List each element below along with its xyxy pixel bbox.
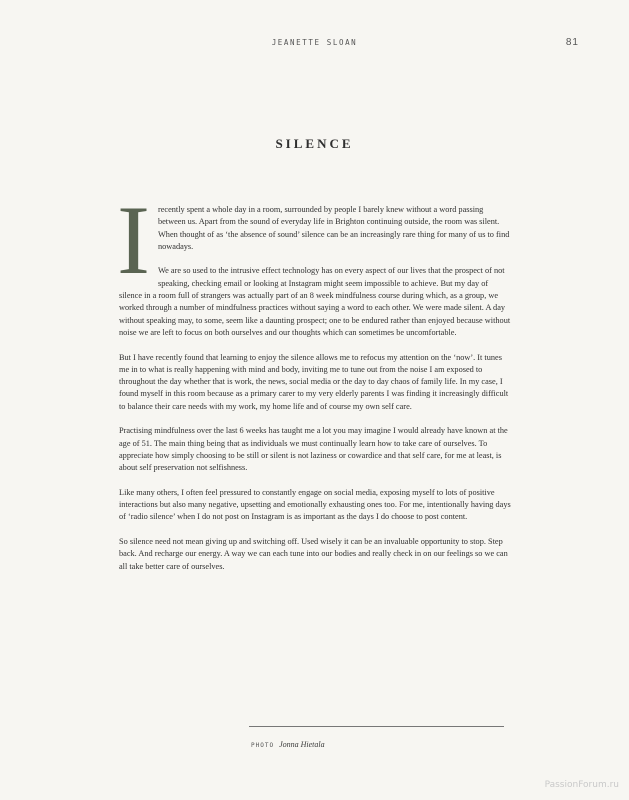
paragraph-3: But I have recently found that learning to enjoy the silence allows me to refocus my attention on the ‘now’. It tunes me in to what is really happening with mind and body, inviting me to tune out from the noise I am exposed to throughout the day whether that is work, the news, social media or the day to day chaos of family life. In my case, I found myself in this room because as a primary carer to my very elderly parents I was finding it increasingly difficult to balance their care needs with my work, my home life and of course my own self care. <box>119 352 509 411</box>
photo-credit-name: Jonna Hietala <box>279 740 325 749</box>
dropcap-letter: I <box>117 186 150 295</box>
paragraph-1 <box>117 186 512 295</box>
paragraph-1-text: recently spent a whole day in a room, surrounded by people I barely knew without a word passing between us. Apart from the sound of everyday life in Brighton continuing outside, the room was silent. When thought of as ‘the absence of sound’ silence can be an increasingly rare thing for many of us to find nowadays. <box>157 205 510 251</box>
article-title: SILENCE <box>275 136 354 151</box>
page-number: 81 <box>565 37 579 48</box>
paragraph-4: Practising mindfulness over the last 6 weeks has taught me a lot you may imagine I would already have known at the age of 51. The main thing being that as individuals we must continually learn how to take care of ourselves. To appreciate how simply choosing to be still or silent is not laziness or cowardice and that self care, for me at least, is about self preservation not selfishness. <box>119 426 508 473</box>
article-body <box>117 186 512 585</box>
credit-divider <box>249 726 504 727</box>
running-head-author: JEANETTE SLOAN <box>271 38 358 47</box>
watermark: PassionForum.ru <box>544 780 619 790</box>
photo-credit <box>251 740 325 749</box>
paragraph-6: So silence need not mean giving up and switching off. Used wisely it can be an invaluable opportunity to stop. Step back. And recharge our energy. A way we can each tune into our bodies and really check in on our feelings so we can all take better care of ourselves. <box>119 537 508 571</box>
paragraph-5: Like many others, I often feel pressured to constantly engage on social media, exposing myself to lots of positive interactions but also many negative, upsetting and emotionally exhausting ones too. For me, intentionally having days of ‘radio silence’ when I do not post on Instagram is as important as the days I do choose to post content. <box>119 487 511 522</box>
paragraph-2: We are so used to the intrusive effect technology has on every aspect of our lives that the prospect of not speaking, checking email or looking at Instagram might seem impossible to achieve. But my day of silence in a room full of strangers was actually part of an 8 week mindfulness course during which, as a group, we worked through a number of mindfulness practices without saying a word to each other. We were made silent. A day without speaking may, to some, seem like a daunting prospect; one to be endured rather than enjoyed because without noise we are left to focus on both ourselves and our thoughts which can sometimes be uncomfortable. <box>119 266 511 337</box>
photo-credit-label: PHOTO <box>251 742 275 749</box>
